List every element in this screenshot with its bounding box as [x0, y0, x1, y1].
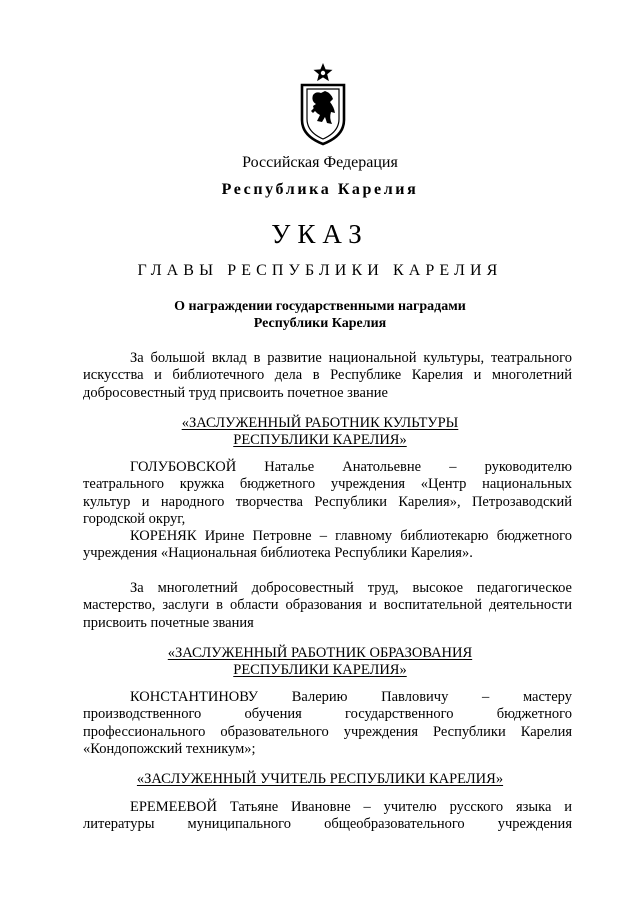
document-type: УКАЗ — [271, 219, 369, 249]
award-entry — [83, 459, 572, 529]
award-entry — [83, 689, 572, 759]
subject-line: Республики Карелия — [253, 316, 387, 331]
decree-subject — [0, 298, 640, 332]
issuer: ГЛАВЫ РЕСПУБЛИКИ КАРЕЛИЯ — [137, 262, 503, 279]
paragraph-line: присвоить почетные звания — [83, 614, 254, 631]
paragraph-line: учреждения «Национальная библиотека Республики Карелия». — [83, 545, 473, 562]
title-line: РЕСПУБЛИКИ КАРЕЛИЯ» — [233, 432, 407, 449]
paragraph-line: литературы муниципального общеобразовательного учреждения — [83, 816, 572, 833]
intro-paragraph — [83, 350, 572, 402]
paragraph-line: «Кондопожский техникум»; — [83, 741, 256, 758]
paragraph-line: ГОЛУБОВСКОЙ Наталье Анатольевне – руководителю — [130, 459, 572, 475]
subject-line: О награждении государственными наградами — [174, 299, 466, 314]
intro-paragraph — [83, 580, 572, 632]
paragraph-line: профессионального образовательного учреждения Республики Карелия — [83, 723, 572, 740]
honorary-title — [0, 415, 640, 450]
title-line: РЕСПУБЛИКИ КАРЕЛИЯ» — [233, 662, 407, 679]
paragraph-line: мастерство, заслуги в области образования и воспитательной деятельности — [83, 597, 572, 614]
paragraph-line: искусства и библиотечного дела в Республике Карелия и многолетний — [83, 367, 572, 384]
title-line: «ЗАСЛУЖЕННЫЙ РАБОТНИК КУЛЬТУРЫ — [181, 415, 459, 431]
paragraph-line: городской округ, — [83, 511, 186, 528]
title-line: «ЗАСЛУЖЕННЫЙ РАБОТНИК ОБРАЗОВАНИЯ — [167, 645, 473, 661]
paragraph-line: культур и народного творчества Республики Карелия», Петрозаводский — [83, 493, 572, 510]
paragraph-line: ЕРЕМЕЕВОЙ Татьяне Ивановне – учителю русского языка и — [130, 799, 572, 815]
paragraph-line: За большой вклад в развитие национальной культуры, театрального — [130, 350, 572, 366]
honorary-title — [0, 771, 640, 788]
paragraph-line: театрального кружка бюджетного учреждения «Центр национальных — [83, 476, 572, 493]
award-entry — [83, 528, 572, 563]
country-name: Российская Федерация — [242, 154, 398, 171]
title-line: «ЗАСЛУЖЕННЫЙ УЧИТЕЛЬ РЕСПУБЛИКИ КАРЕЛИЯ» — [136, 771, 504, 787]
republic-name: Республика Карелия — [221, 181, 419, 198]
honorary-title — [0, 645, 640, 680]
paragraph-line: добросовестный труд присвоить почетное звание — [83, 384, 388, 401]
paragraph-line: КОНСТАНТИНОВУ Валерию Павловичу – мастеру — [130, 689, 572, 705]
karelia-coat-of-arms-icon — [298, 62, 348, 146]
award-entry — [83, 799, 572, 834]
paragraph-line: За многолетний добросовестный труд, высокое педагогическое — [130, 580, 572, 596]
paragraph-line: КОРЕНЯК Ирине Петровне – главному библиотекарю бюджетного — [130, 528, 572, 544]
paragraph-line: производственного обучения государственного бюджетного — [83, 706, 572, 723]
